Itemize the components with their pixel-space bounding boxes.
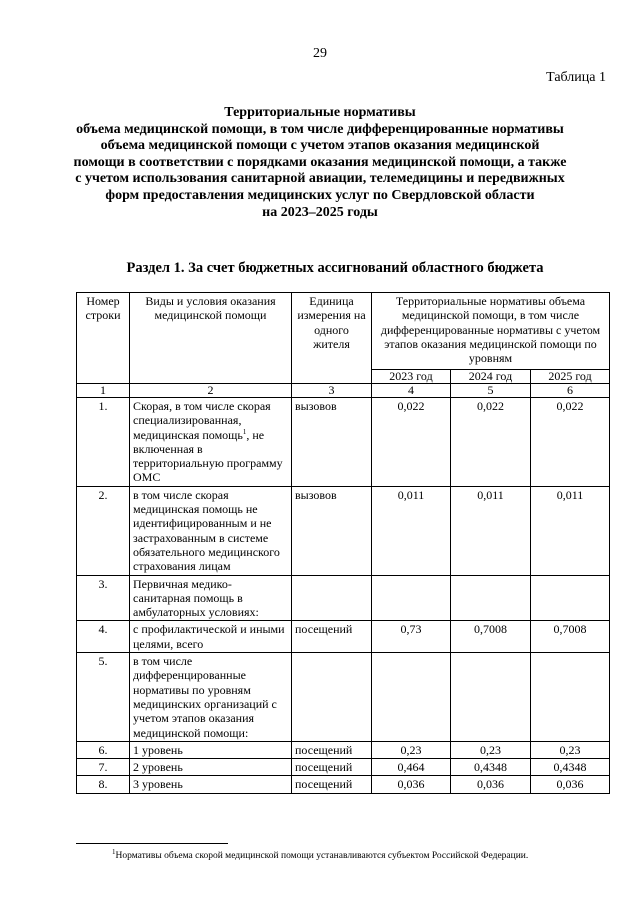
value-2024: 0,4348 (451, 759, 531, 776)
row-unit (292, 575, 372, 621)
value-2024: 0,036 (451, 776, 531, 793)
row-number: 2. (77, 486, 130, 575)
title-line: объема медицинской помощи с учетом этапов оказания медицинской (100, 138, 540, 154)
row-number: 6. (77, 741, 130, 758)
column-numbers-row (77, 384, 610, 398)
value-2025: 0,23 (531, 741, 610, 758)
page-number: 29 (313, 46, 327, 61)
row-number: 1. (77, 398, 130, 487)
document-title (60, 105, 580, 221)
value-2024 (451, 653, 531, 742)
value-2024: 0,23 (451, 741, 531, 758)
header-year: 2024 год (451, 370, 531, 384)
row-number: 5. (77, 653, 130, 742)
value-2025 (531, 653, 610, 742)
header-year: 2025 год (531, 370, 610, 384)
header-kind: Виды и условия оказания медицинской помощи (130, 293, 292, 384)
row-kind-text-tail: , не включенная в территориальную программу ОМС (133, 427, 283, 485)
column-number: 2 (130, 384, 292, 398)
value-2025: 0,011 (531, 486, 610, 575)
footnote-ref: 1 (242, 427, 247, 436)
row-unit: вызовов (292, 486, 372, 575)
row-unit: посещений (292, 776, 372, 793)
row-unit (292, 653, 372, 742)
column-number: 6 (531, 384, 610, 398)
row-number: 8. (77, 776, 130, 793)
header-row-no: Номер строки (77, 293, 130, 384)
value-2023: 0,73 (372, 621, 451, 653)
row-kind: с профилактической и иными целями, всего (130, 621, 292, 653)
value-2025: 0,036 (531, 776, 610, 793)
row-kind: в том числе дифференцированные нормативы по уровням медицинских организаций с учетом этапов оказания медицинской помощи: (130, 653, 292, 742)
column-number: 3 (292, 384, 372, 398)
value-2024: 0,022 (451, 398, 531, 487)
header-norms: Территориальные нормативы объема медицинской помощи, в том числе дифференцированные нормативы с учетом этапов оказания медицинской помощи по уровням (372, 293, 610, 370)
header-unit: Единица измерения на одного жителя (292, 293, 372, 384)
title-line: форм предоставления медицинских услуг по Свердловской области (105, 187, 535, 203)
row-number: 3. (77, 575, 130, 621)
table-header-row (77, 293, 610, 370)
table-row (77, 759, 610, 776)
norms-table (76, 292, 610, 794)
row-kind: 3 уровень (130, 776, 292, 793)
header-year: 2023 год (372, 370, 451, 384)
value-2025 (531, 575, 610, 621)
value-2025: 0,022 (531, 398, 610, 487)
title-line: помощи в соответствии с порядками оказания медицинской помощи, а также (73, 154, 567, 170)
value-2023 (372, 653, 451, 742)
value-2023: 0,022 (372, 398, 451, 487)
row-kind: 1 уровень (130, 741, 292, 758)
table-row (77, 398, 610, 487)
table-row (77, 653, 610, 742)
value-2023: 0,464 (372, 759, 451, 776)
row-unit: посещений (292, 741, 372, 758)
section-title: Раздел 1. За счет бюджетных ассигнований областного бюджета (126, 260, 544, 276)
row-kind-text: Скорая, в том числе скорая специализированная, медицинская помощь (133, 399, 271, 442)
row-unit: посещений (292, 759, 372, 776)
table-row (77, 486, 610, 575)
footnote (112, 847, 529, 861)
value-2025: 0,7008 (531, 621, 610, 653)
table-row (77, 575, 610, 621)
row-kind: в том числе скорая медицинская помощь не идентифицированным и не застрахованным в системе обязательного медицинского страхования лицам (130, 486, 292, 575)
row-kind: 2 уровень (130, 759, 292, 776)
column-number: 4 (372, 384, 451, 398)
footnote-separator (76, 843, 228, 844)
title-line: объема медицинской помощи, в том числе дифференцированные нормативы (76, 121, 564, 137)
title-line: с учетом использования санитарной авиации, телемедицины и передвижных (75, 171, 565, 187)
row-unit: посещений (292, 621, 372, 653)
table-row (77, 741, 610, 758)
title-line: на 2023–2025 годы (262, 204, 378, 220)
value-2024 (451, 575, 531, 621)
title-line: Территориальные нормативы (224, 105, 416, 120)
row-kind: Первичная медико-санитарная помощь в амбулаторных условиях: (130, 575, 292, 621)
value-2024: 0,011 (451, 486, 531, 575)
value-2023: 0,23 (372, 741, 451, 758)
row-number: 7. (77, 759, 130, 776)
table-row (77, 776, 610, 793)
value-2023 (372, 575, 451, 621)
value-2024: 0,7008 (451, 621, 531, 653)
value-2025: 0,4348 (531, 759, 610, 776)
column-number: 5 (451, 384, 531, 398)
table-row (77, 621, 610, 653)
value-2023: 0,036 (372, 776, 451, 793)
footnote-mark: 1 (112, 847, 116, 856)
footnote-text: Нормативы объема скорой медицинской помощи устанавливаются субъектом Российской Федерации. (115, 851, 529, 861)
value-2023: 0,011 (372, 486, 451, 575)
row-number: 4. (77, 621, 130, 653)
row-kind (130, 398, 292, 487)
table-label: Таблица 1 (546, 70, 606, 85)
row-unit: вызовов (292, 398, 372, 487)
column-number: 1 (77, 384, 130, 398)
